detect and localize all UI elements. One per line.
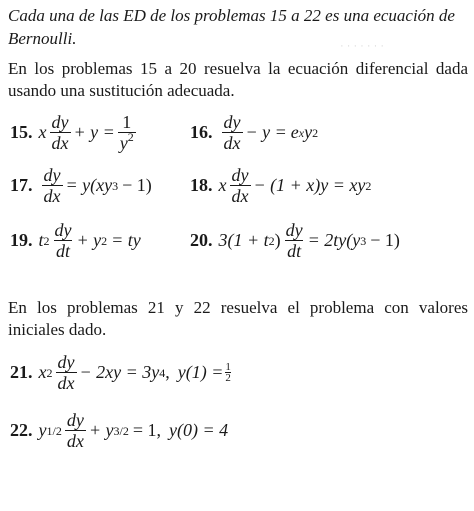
problem-18: 18. x $\frac{dy}{dx}$ − (1 + x)y = xy 2 xyxy=(190,165,372,206)
instructions-21-22: En los problemas 21 y 22 resuelva el problema con valores iniciales dado. xyxy=(8,298,468,339)
problem-20: 20. 3(1 + t 2 ) $\frac{dy}{dt}$ = 2ty(y 3 − 1) xyxy=(190,220,400,261)
show-through-text: · · · · · · · xyxy=(340,40,384,52)
derivative-dy-dx: $\frac{dy}{dx}$ xyxy=(43,165,61,206)
derivative-dy-dt: $\frac{dy}{dt}$ xyxy=(285,220,303,261)
derivative-dy-dx: $\frac{dy}{dx}$ xyxy=(66,410,84,451)
problem-21: 21. x 2 $\frac{dy}{dx}$ − 2xy = 3y 4 , y(1) = $\frac{1}{2}$ xyxy=(10,352,231,393)
section-intro: Cada una de las ED de los problemas 15 a 22 es una ecuación de Bernoulli. xyxy=(8,6,455,48)
derivative-dy-dx: $\frac{dy}{dx}$ xyxy=(57,352,75,393)
derivative-dy-dx: $\frac{dy}{dx}$ xyxy=(223,112,241,153)
problem-17: 17. $\frac{dy}{dx}$ = y(xy 3 − 1) xyxy=(10,165,152,206)
fraction-1-over-y2: $\frac{1}{y^2}$ xyxy=(119,112,134,153)
derivative-dy-dx: $\frac{dy}{dx}$ xyxy=(51,112,69,153)
instructions-15-20: En los problemas 15 a 20 resuelva la ecuación diferencial dada usando una sustitución adecuada. xyxy=(8,59,468,100)
fraction-one-half: $\frac{1}{2}$ xyxy=(225,361,231,384)
problem-16: 16. $\frac{dy}{dx}$ − y = e x y 2 xyxy=(190,112,319,153)
derivative-dy-dx: $\frac{dy}{dx}$ xyxy=(231,165,249,206)
problem-15: 15. x $\frac{dy}{dx}$ + y = $\frac{1}{y^2}$ xyxy=(10,112,134,153)
problem-22: 22. y 1/2 $\frac{dy}{dx}$ + y 3/2 = 1, y(0) = 4 xyxy=(10,410,229,451)
problem-19: 19. t 2 $\frac{dy}{dt}$ + y 2 = ty xyxy=(10,220,141,261)
derivative-dy-dt: $\frac{dy}{dt}$ xyxy=(54,220,72,261)
